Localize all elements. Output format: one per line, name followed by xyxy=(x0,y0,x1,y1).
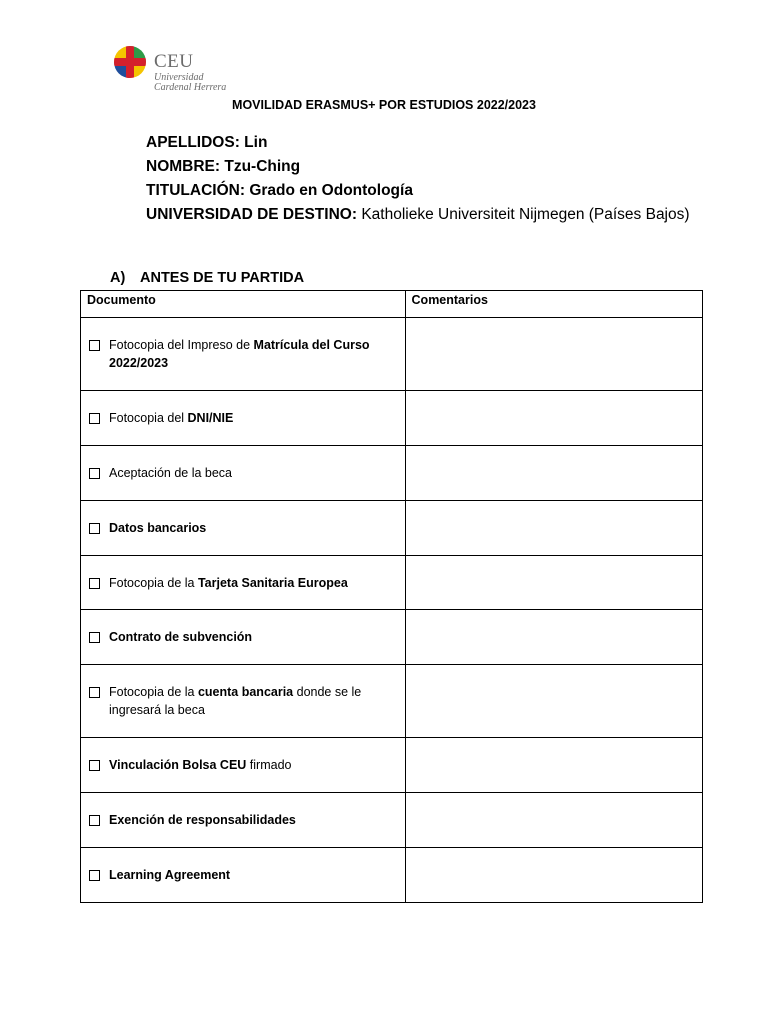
checklist-item xyxy=(87,756,399,774)
item-text xyxy=(109,756,291,774)
comment-cell[interactable] xyxy=(405,501,702,556)
table-header-row xyxy=(81,291,703,318)
nombre-value: Tzu-Ching xyxy=(224,158,301,175)
item-text xyxy=(109,336,399,372)
checklist-item xyxy=(87,464,399,482)
checkbox[interactable] xyxy=(89,815,100,826)
comment-cell[interactable] xyxy=(405,610,702,665)
item-text-bold: Exención de responsabilidades xyxy=(109,813,296,827)
checklist-item xyxy=(87,866,399,884)
table-row xyxy=(81,446,703,501)
nombre-row xyxy=(146,155,706,179)
item-text xyxy=(109,464,232,482)
checklist-item xyxy=(87,409,399,427)
item-text xyxy=(109,519,206,537)
titulacion-label: TITULACIÓN: xyxy=(146,182,250,199)
destino-row xyxy=(146,203,706,227)
table-row xyxy=(81,793,703,848)
comment-cell[interactable] xyxy=(405,446,702,501)
checklist-item xyxy=(87,683,399,719)
doc-cell xyxy=(81,556,406,610)
student-info xyxy=(146,131,706,227)
checklist-item xyxy=(87,811,399,829)
logo-subtitle-2: Cardenal Herrera xyxy=(154,82,227,93)
doc-cell xyxy=(81,738,406,793)
checklist-item xyxy=(87,574,399,592)
checkbox[interactable] xyxy=(89,413,100,424)
item-text xyxy=(109,409,233,427)
checkbox[interactable] xyxy=(89,578,100,589)
checkbox[interactable] xyxy=(89,870,100,881)
doc-cell xyxy=(81,501,406,556)
table-row xyxy=(81,501,703,556)
item-text-bold: DNI/NIE xyxy=(187,411,234,425)
section-number: A) xyxy=(110,270,126,286)
item-text-bold: Learning Agreement xyxy=(109,868,231,882)
item-text-bold: Contrato de subvención xyxy=(109,630,253,644)
comment-cell[interactable] xyxy=(405,556,702,610)
university-logo xyxy=(113,45,243,93)
item-text-pre: Fotocopia de la xyxy=(109,685,198,699)
item-text-post: donde se le ingresará la beca xyxy=(109,685,362,717)
comment-cell[interactable] xyxy=(405,738,702,793)
comment-cell[interactable] xyxy=(405,318,702,391)
table-row xyxy=(81,738,703,793)
document-title: MOVILIDAD ERASMUS+ POR ESTUDIOS 2022/2023 xyxy=(232,98,536,112)
item-text xyxy=(109,811,296,829)
doc-cell xyxy=(81,318,406,391)
table-row xyxy=(81,391,703,446)
item-text-bold: Datos bancarios xyxy=(109,521,207,535)
apellidos-label: APELLIDOS: xyxy=(146,134,245,151)
comment-cell[interactable] xyxy=(405,848,702,903)
item-text-bold: cuenta bancaria xyxy=(197,685,294,699)
checklist-item xyxy=(87,336,399,372)
doc-column-header: Documento xyxy=(81,291,406,318)
doc-cell xyxy=(81,848,406,903)
checkbox[interactable] xyxy=(89,340,100,351)
checkbox[interactable] xyxy=(89,468,100,479)
item-text xyxy=(109,683,399,719)
ceu-emblem-icon xyxy=(113,45,147,79)
doc-cell xyxy=(81,793,406,848)
item-text-bold: Vinculación Bolsa CEU xyxy=(109,758,247,772)
section-heading xyxy=(110,270,304,286)
table-row xyxy=(81,610,703,665)
item-text xyxy=(109,628,252,646)
checkbox[interactable] xyxy=(89,523,100,534)
doc-cell xyxy=(81,610,406,665)
doc-cell xyxy=(81,665,406,738)
apellidos-row xyxy=(146,131,706,155)
item-text xyxy=(109,574,348,592)
checklist-item xyxy=(87,628,399,646)
table-row xyxy=(81,848,703,903)
titulacion-value: Grado en Odontología xyxy=(249,182,413,199)
doc-cell xyxy=(81,446,406,501)
table-row xyxy=(81,556,703,610)
item-text xyxy=(109,866,230,884)
section-title: ANTES DE TU PARTIDA xyxy=(140,270,305,286)
comment-cell[interactable] xyxy=(405,391,702,446)
checkbox[interactable] xyxy=(89,760,100,771)
item-text-pre: Aceptación de la beca xyxy=(109,466,233,480)
item-text-pre: Fotocopia de la xyxy=(109,575,198,590)
comment-cell[interactable] xyxy=(405,793,702,848)
item-text-pre: Fotocopia del Impreso de xyxy=(109,338,254,352)
nombre-label: NOMBRE: xyxy=(146,158,225,175)
item-text-bold: Matrícula del Curso 2022/2023 xyxy=(109,338,370,370)
checkbox[interactable] xyxy=(89,687,100,698)
logo-name: CEU xyxy=(154,51,194,72)
comment-cell[interactable] xyxy=(405,665,702,738)
destino-label: UNIVERSIDAD DE DESTINO: xyxy=(146,206,362,223)
table-row xyxy=(81,318,703,391)
documents-checklist-table xyxy=(80,290,703,903)
apellidos-value: Lin xyxy=(244,134,268,151)
item-text-bold: Tarjeta Sanitaria Europea xyxy=(197,575,348,590)
item-text-pre: Fotocopia del xyxy=(109,411,188,425)
destino-value: Katholieke Universiteit Nijmegen (Países Bajos) xyxy=(361,206,690,223)
doc-cell xyxy=(81,391,406,446)
titulacion-row xyxy=(146,179,706,203)
logo-subtitle-1: Universidad xyxy=(154,72,204,83)
checkbox[interactable] xyxy=(89,632,100,643)
checklist-item xyxy=(87,519,399,537)
item-text-post: firmado xyxy=(246,758,292,772)
comments-column-header: Comentarios xyxy=(405,291,702,318)
table-row xyxy=(81,665,703,738)
